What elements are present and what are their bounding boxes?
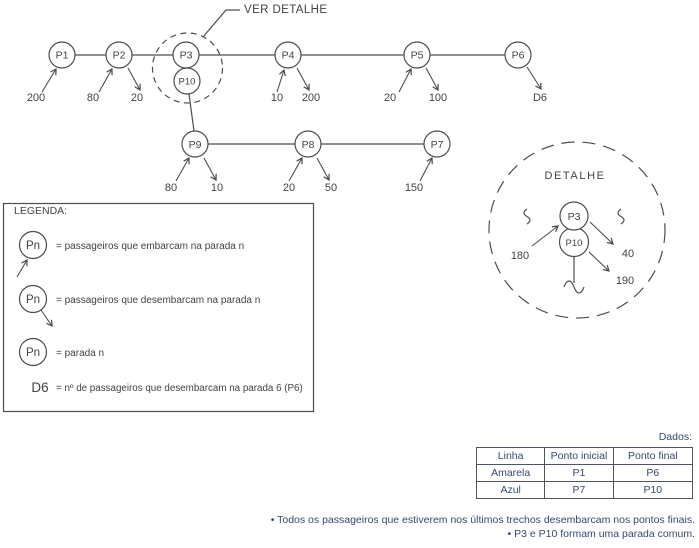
alight-arrow-p5 [426, 68, 438, 90]
alight-arrow-p6 [527, 67, 541, 89]
board-arrow-p7 [420, 158, 432, 181]
alight-arrow-p4 [297, 68, 309, 90]
legend-description-d6: = nº de passageiros que desembarcam na parada 6 (P6) [56, 383, 303, 394]
legend-symbol-d6: D6 [31, 380, 49, 395]
note-common-stop: • P3 e P10 formam uma parada comum. [507, 528, 695, 540]
p2-alight-count: 20 [130, 92, 144, 104]
detail-alight-arrow-p3 [590, 222, 613, 244]
legend-description-2: = passageiros que desembarcam na parada n [56, 295, 261, 306]
board-arrow-p8 [289, 158, 302, 181]
detail-alight-arrow-p10 [589, 252, 609, 271]
legend-description-1: = passageiros que embarcam na parada n [56, 241, 245, 252]
p9-alight-count: 10 [210, 182, 224, 194]
detail-p3-label: P3 [567, 211, 581, 223]
legend-symbol-3: Pn [25, 347, 41, 359]
stop-p7-label: P7 [430, 139, 444, 151]
notes-section [271, 513, 695, 541]
board-arrow-p4 [277, 70, 284, 92]
p4-board-count: 10 [270, 92, 284, 104]
alight-arrow-p8 [317, 158, 329, 180]
table-header-row [477, 448, 693, 465]
dados-caption: Dados: [658, 431, 692, 443]
board-arrow-p5 [399, 69, 411, 92]
legend-box [4, 204, 314, 412]
break-squiggle-left [524, 209, 530, 224]
legend-symbol-2: Pn [25, 294, 41, 306]
p8-board-count: 20 [282, 182, 296, 194]
stop-p1-label: P1 [55, 49, 69, 62]
p8-alight-count: 50 [324, 182, 338, 194]
stop-p4-label: P4 [281, 49, 295, 62]
board-arrow-p2 [99, 69, 112, 92]
callout-pointer-line [203, 10, 240, 37]
connector-p10-p9 [189, 94, 194, 131]
note-final-stops: • Todos os passageiros que estiverem nos últimos trechos desembarcam nos pontos finais. [270, 514, 695, 526]
legend-description-3: = parada n [56, 348, 105, 359]
detail-board-arrow [532, 226, 558, 246]
board-arrow-p1 [42, 69, 56, 92]
alight-arrow-p9 [204, 158, 216, 180]
stop-p5-label: P5 [410, 49, 424, 62]
board-arrow-p9 [176, 158, 189, 181]
col-header-linha: Linha [477, 448, 545, 465]
stop-p6-label: P6 [511, 49, 525, 62]
p2-board-count: 80 [86, 92, 100, 104]
cell-inicio: P1 [545, 465, 613, 482]
p6-alight-count: D6 [532, 92, 548, 104]
detail-title: DETALHE [544, 170, 606, 182]
dados-table [476, 447, 693, 499]
detail-p10-label: P10 [565, 238, 583, 249]
stop-p8-label: P8 [301, 139, 315, 151]
p5-board-count: 20 [383, 92, 397, 104]
cell-linha: Amarela [477, 465, 545, 482]
table-row [477, 482, 693, 499]
break-squiggle-right [618, 209, 624, 224]
detail-alight-p10-count: 190 [615, 275, 635, 287]
dados-section [476, 431, 694, 499]
cell-fim: P6 [613, 465, 692, 482]
detail-alight-p3-count: 40 [621, 248, 635, 260]
stop-p9-label: P9 [188, 139, 202, 151]
cell-fim: P10 [613, 482, 692, 499]
stop-p3-label: P3 [179, 49, 193, 62]
detail-board-count: 180 [510, 250, 530, 262]
col-header-ponto-inicial: Ponto inicial [545, 448, 613, 465]
cell-linha: Azul [477, 482, 545, 499]
legend-alight-arrow [41, 310, 52, 326]
legend-title: LEGENDA: [14, 205, 68, 217]
table-row [477, 465, 693, 482]
cell-inicio: P7 [545, 482, 613, 499]
legend-board-arrow [17, 260, 27, 277]
col-header-ponto-final: Ponto final [613, 448, 692, 465]
ver-detalhe-label: VER DETALHE [244, 4, 328, 16]
p5-alight-count: 100 [428, 92, 448, 104]
stop-p2-label: P2 [112, 49, 126, 62]
p1-board-count: 200 [26, 92, 46, 104]
stop-p10-label: P10 [178, 76, 196, 88]
p4-alight-count: 200 [301, 92, 321, 104]
p7-board-count: 150 [404, 182, 424, 194]
legend-symbol-1: Pn [25, 240, 41, 252]
p9-board-count: 80 [164, 182, 178, 194]
alight-arrow-p2 [128, 68, 140, 90]
